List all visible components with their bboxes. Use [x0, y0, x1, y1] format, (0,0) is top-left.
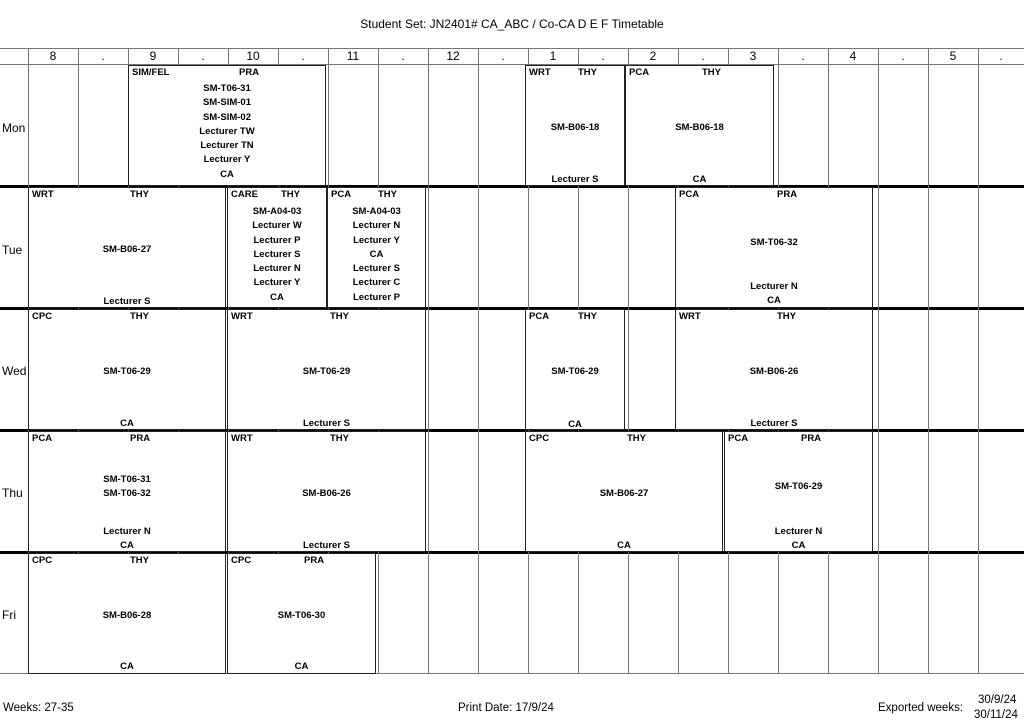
lecturer-label: CA: [220, 168, 234, 180]
lecturer-label: Lecturer N: [253, 263, 301, 275]
lecturer-label: Lecturer S: [750, 418, 798, 429]
lecturer-label: Lecturer S: [353, 263, 400, 275]
lecturer-label: CA: [692, 174, 707, 185]
lecturer-label: Lecturer TN: [200, 140, 254, 152]
activity-mode: THY: [578, 311, 597, 322]
activity-type: PCA: [331, 189, 352, 200]
activity-type: WRT: [529, 67, 551, 78]
lecturer-label: Lecturer W: [252, 220, 302, 232]
activity-type: WRT: [679, 311, 701, 322]
activity-block-wed-pca[interactable]: [525, 309, 625, 430]
activity-type: CPC: [529, 433, 550, 444]
room-label: SM-T06-32: [103, 488, 151, 499]
activity-block-thu-cpc[interactable]: [525, 431, 723, 552]
lecturer-label: CA: [270, 291, 284, 303]
time-header: 12: [446, 49, 460, 63]
time-header: .: [201, 49, 205, 63]
time-header: .: [401, 49, 405, 63]
day-label-thu: Thu: [2, 486, 23, 500]
activity-type: WRT: [32, 189, 54, 200]
activity-mode: THY: [330, 311, 349, 322]
lecturer-label: CA: [294, 661, 309, 672]
activity-mode: THY: [702, 67, 721, 78]
lecturer-label: Lecturer N: [352, 220, 401, 232]
lecturer-label: CA: [369, 248, 384, 260]
time-header: 1: [549, 49, 557, 63]
grid-line: [978, 48, 979, 674]
activity-mode: PRA: [777, 189, 798, 200]
activity-mode: THY: [627, 433, 646, 444]
activity-mode: PRA: [239, 67, 260, 78]
activity-block-tue-pca1[interactable]: [327, 187, 426, 308]
activity-type: PCA: [32, 433, 53, 444]
exported-from-date: 30/9/24: [978, 694, 1017, 706]
day-label-tue: Tue: [2, 243, 23, 257]
lecturer-label: CA: [568, 419, 582, 430]
lecturer-label: Lecturer N: [750, 281, 798, 292]
lecturer-label: CA: [767, 295, 781, 306]
activity-block-mon-simfel[interactable]: [128, 65, 326, 186]
weeks-label: Weeks: 27-35: [3, 702, 74, 714]
lecturer-label: Lecturer N: [103, 526, 151, 537]
room-label: SM-B06-18: [675, 122, 724, 133]
activity-block-fri-cpc1[interactable]: [28, 553, 226, 674]
activity-mode: THY: [130, 311, 149, 322]
room-label: SM-T06-29: [103, 366, 151, 377]
activity-block-thu-pca2[interactable]: [724, 431, 873, 552]
time-header: 9: [149, 49, 157, 63]
time-header: .: [601, 49, 605, 63]
room-label: SM-T06-29: [774, 481, 823, 492]
activity-block-thu-pca[interactable]: [28, 431, 226, 552]
time-header: .: [101, 49, 105, 63]
activity-type: CPC: [32, 311, 53, 322]
time-header: 3: [749, 49, 757, 63]
activity-type: PCA: [629, 67, 650, 78]
time-header: .: [301, 49, 305, 63]
room-label: SM-B06-18: [550, 122, 600, 133]
activity-block-tue-care[interactable]: [227, 187, 327, 308]
activity-type: PCA: [728, 433, 749, 444]
room-label: SM-A04-03: [252, 206, 302, 217]
room-label: SM-B06-26: [749, 366, 799, 377]
room-label: SM-T06-29: [551, 366, 599, 377]
lecturer-label: Lecturer S: [253, 248, 301, 260]
activity-type: PCA: [529, 311, 550, 322]
activity-type: WRT: [231, 311, 253, 322]
activity-mode: THY: [777, 311, 796, 322]
activity-type: CPC: [231, 555, 252, 566]
activity-block-thu-wrt[interactable]: [227, 431, 426, 552]
lecturer-label: Lecturer N: [774, 526, 823, 537]
grid-line: [428, 48, 429, 674]
lecturer-label: CA: [120, 661, 134, 672]
lecturer-label: Lecturer Y: [253, 277, 301, 289]
room-label: SM-SIM-02: [202, 111, 252, 123]
lecturer-label: CA: [617, 540, 631, 551]
lecturer-label: CA: [120, 540, 134, 551]
room-label: SM-T06-29: [302, 366, 351, 377]
room-label: SM-B06-27: [599, 488, 649, 499]
activity-block-fri-cpc2[interactable]: [227, 553, 376, 674]
time-header: .: [801, 49, 805, 63]
lecturer-label: Lecturer S: [103, 296, 151, 307]
activity-type: CPC: [32, 555, 53, 566]
activity-mode: THY: [281, 189, 300, 200]
activity-type: WRT: [231, 433, 253, 444]
exported-to-date: 30/11/24: [974, 709, 1018, 721]
timetable-title: Student Set: JN2401# CA_ABC / Co-CA D E F Timetable: [360, 17, 664, 31]
lecturer-label: Lecturer S: [303, 418, 350, 429]
time-header: 11: [346, 49, 360, 63]
activity-block-wed-cpc[interactable]: [28, 309, 226, 430]
print-date-label: Print Date: 17/9/24: [458, 702, 554, 714]
activity-type: SIM/FEL: [132, 67, 170, 78]
room-label: SM-B06-27: [102, 244, 152, 255]
room-label: SM-T06-31: [103, 474, 151, 485]
time-header: 5: [949, 49, 957, 63]
activity-block-tue-wrt[interactable]: [28, 187, 226, 308]
day-label-wed: Wed: [2, 364, 27, 378]
time-header: 10: [246, 49, 260, 63]
grid-line: [878, 48, 879, 674]
room-label: SM-T06-32: [750, 237, 798, 248]
activity-block-wed-wrt[interactable]: [227, 309, 426, 430]
lecturer-label: Lecturer P: [353, 291, 400, 303]
activity-block-wed-wrt2[interactable]: [675, 309, 873, 430]
activity-block-mon-pca[interactable]: [625, 65, 774, 186]
activity-block-mon-wrt[interactable]: [525, 65, 625, 186]
day-label-mon: Mon: [2, 121, 26, 135]
time-header: .: [701, 49, 705, 63]
room-label: SM-SIM-01: [202, 97, 252, 109]
time-header: 8: [49, 49, 57, 63]
room-label: SM-T06-31: [203, 83, 251, 94]
grid-line: [478, 48, 479, 674]
time-header: .: [901, 49, 905, 63]
lecturer-label: Lecturer S: [551, 174, 599, 185]
activity-block-tue-pca2[interactable]: [675, 187, 873, 308]
lecturer-label: Lecturer Y: [203, 154, 251, 166]
room-label: SM-A04-03: [352, 206, 401, 217]
time-header: 4: [849, 49, 857, 63]
room-label: SM-B06-26: [302, 488, 351, 499]
lecturer-label: CA: [120, 418, 134, 429]
activity-mode: THY: [378, 189, 397, 200]
activity-type: PCA: [679, 189, 700, 200]
activity-mode: PRA: [304, 555, 325, 566]
activity-mode: PRA: [801, 433, 822, 444]
lecturer-label: CA: [791, 540, 806, 551]
time-header: .: [501, 49, 505, 63]
activity-mode: PRA: [130, 433, 151, 444]
activity-mode: THY: [130, 189, 149, 200]
activity-mode: THY: [330, 433, 349, 444]
exported-weeks-label: Exported weeks:: [878, 702, 964, 714]
time-header: 2: [649, 49, 657, 63]
day-label-fri: Fri: [2, 608, 16, 622]
room-label: SM-T06-30: [277, 610, 326, 621]
lecturer-label: Lecturer P: [253, 234, 301, 246]
lecturer-label: Lecturer S: [303, 540, 350, 551]
lecturer-label: Lecturer C: [352, 277, 401, 289]
lecturer-label: Lecturer Y: [353, 234, 400, 246]
lecturer-label: Lecturer TW: [199, 125, 255, 137]
grid-line: [928, 48, 929, 674]
activity-mode: THY: [130, 555, 149, 566]
room-label: SM-B06-28: [102, 610, 152, 621]
activity-type: CARE: [231, 189, 258, 200]
time-header: .: [999, 49, 1003, 63]
activity-mode: THY: [578, 67, 597, 78]
